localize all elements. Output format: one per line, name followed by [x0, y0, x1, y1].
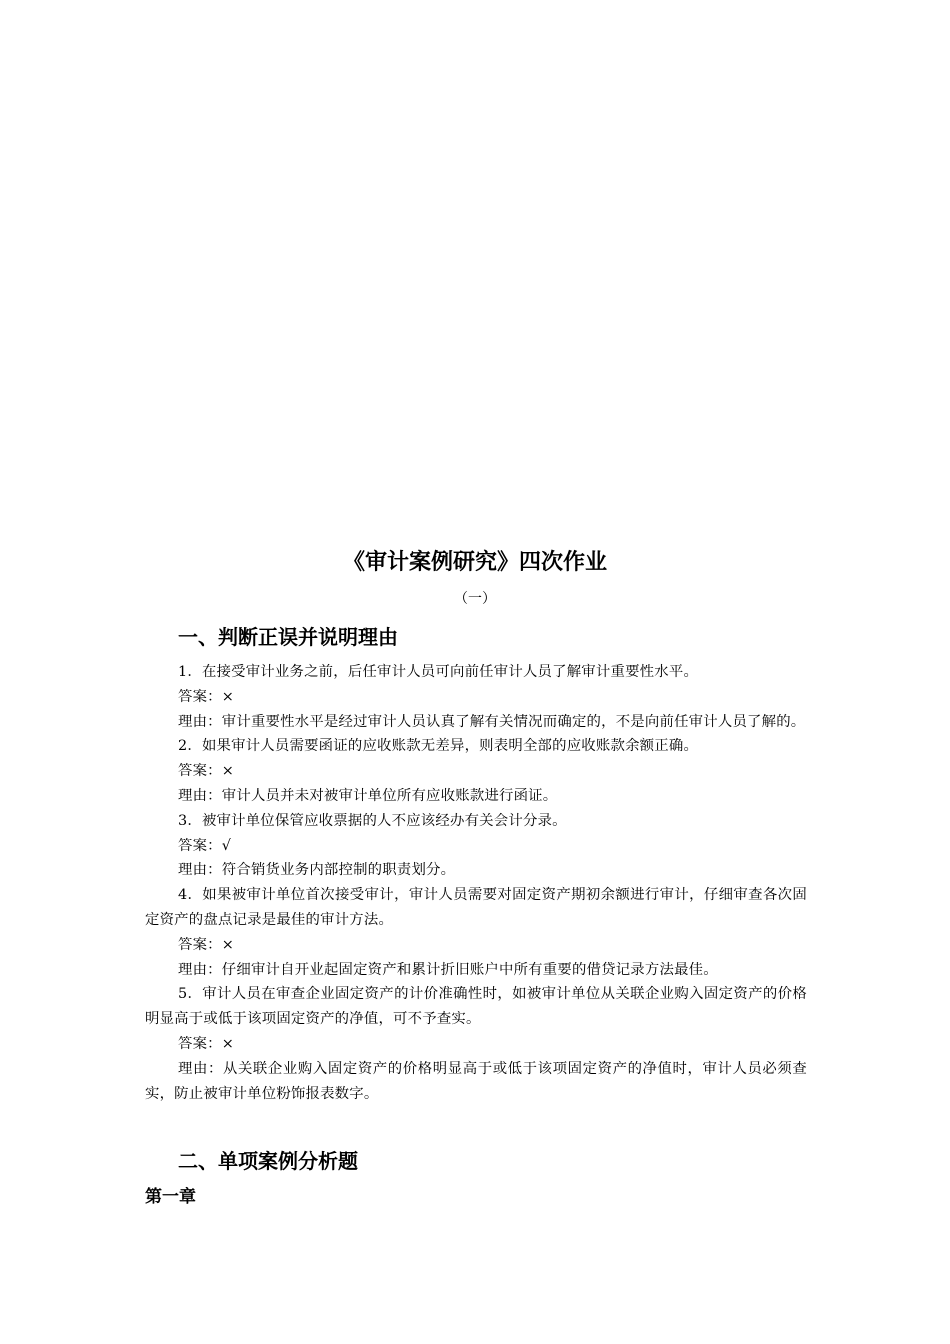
section-heading-judgement: 一、判断正误并说明理由 [178, 625, 398, 649]
chapter-heading: 第一章 [145, 1187, 196, 1207]
document-title: 《审计案例研究》四次作业 [342, 550, 607, 575]
document-subtitle: （一） [454, 591, 496, 607]
answer-3: 答案：√ [178, 837, 232, 854]
answer-5: 答案：× [178, 1035, 235, 1052]
reason-2: 理由：审计人员并未对被审计单位所有应收账款进行函证。 [178, 787, 558, 804]
question-4: 4．如果被审计单位首次接受审计，审计人员需要对固定资产期初余额进行审计，仔细审查各次固定资产的盘点记录是最佳的审计方法。 [145, 887, 807, 928]
question-3: 3．被审计单位保管应收票据的人不应该经办有关会计分录。 [178, 812, 567, 829]
section-heading-case-analysis: 二、单项案例分析题 [178, 1149, 358, 1173]
answer-1: 答案：× [178, 688, 235, 705]
reason-3: 理由：符合销货业务内部控制的职责划分。 [178, 862, 456, 879]
reason-5: 理由：从关联企业购入固定资产的价格明显高于或低于该项固定资产的净值时，审计人员必须查实，防止被审计单位粉饰报表数字。 [145, 1060, 807, 1102]
question-5: 5．审计人员在审查企业固定资产的计价准确性时，如被审计单位从关联企业购入固定资产的价格明显高于或低于该项固定资产的净值，可不予查实。 [145, 986, 807, 1028]
reason-1: 理由：审计重要性水平是经过审计人员认真了解有关情况而确定的，不是向前任审计人员了解的。 [178, 713, 806, 730]
answer-2: 答案：× [178, 763, 235, 780]
reason-4: 理由：仔细审计自开业起固定资产和累计折旧账户中所有重要的借贷记录方法最佳。 [178, 961, 718, 978]
answer-4: 答案：× [178, 936, 235, 953]
question-1: 1．在接受审计业务之前，后任审计人员可向前任审计人员了解审计重要性水平。 [178, 664, 699, 680]
question-2: 2．如果审计人员需要函证的应收账款无差异，则表明全部的应收账款余额正确。 [178, 738, 699, 755]
judgement-questions [145, 660, 807, 1106]
